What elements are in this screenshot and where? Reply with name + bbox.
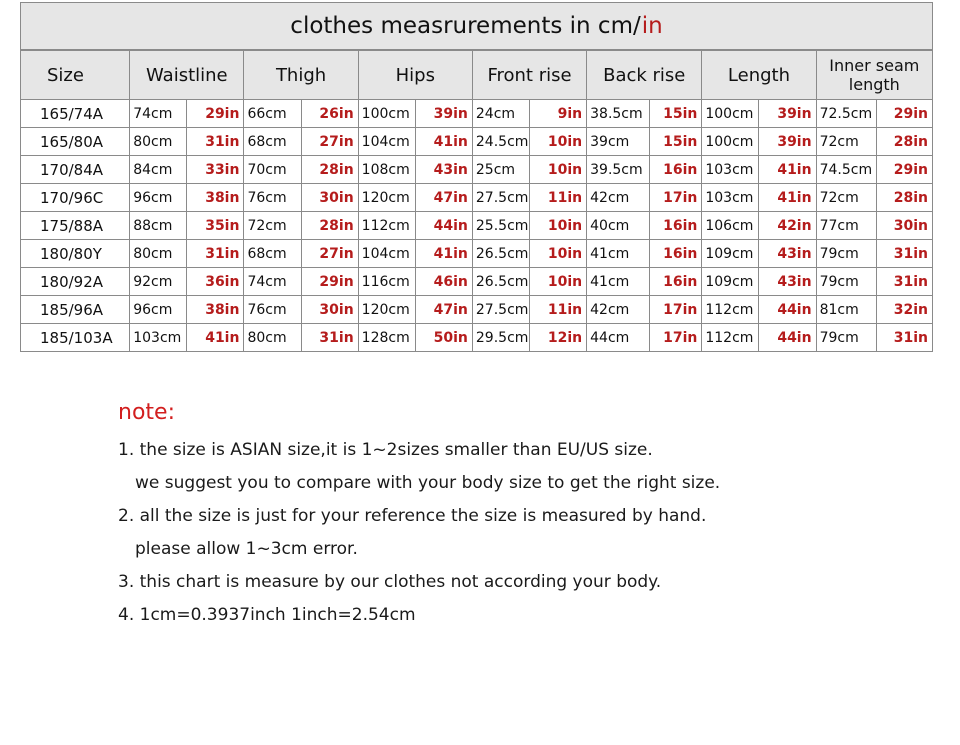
waistline-in-cell: 35in [187, 212, 244, 240]
thigh-in-cell: 28in [301, 212, 358, 240]
size-cell: 180/80Y [21, 240, 130, 268]
back-rise-in-cell: 17in [650, 296, 702, 324]
hips-cm-cell: 120cm [358, 296, 415, 324]
inner-seam-cm-cell: 79cm [816, 268, 876, 296]
back-rise-in-cell: 16in [650, 156, 702, 184]
hips-in-cell: 39in [415, 100, 472, 128]
hips-cm-cell: 120cm [358, 184, 415, 212]
inner-seam-in-cell: 32in [876, 296, 932, 324]
size-cell: 175/88A [21, 212, 130, 240]
front-rise-cm-cell: 27.5cm [472, 296, 529, 324]
back-rise-in-cell: 17in [650, 324, 702, 352]
back-rise-in-cell: 15in [650, 100, 702, 128]
front-rise-in-cell: 10in [530, 212, 587, 240]
column-header-back-rise: Back rise [587, 51, 702, 100]
inner-seam-cm-cell: 72cm [816, 128, 876, 156]
back-rise-in-cell: 17in [650, 184, 702, 212]
waistline-cm-cell: 96cm [130, 296, 187, 324]
size-cell: 170/84A [21, 156, 130, 184]
front-rise-cm-cell: 26.5cm [472, 268, 529, 296]
length-cm-cell: 109cm [702, 240, 759, 268]
length-in-cell: 44in [759, 296, 816, 324]
waistline-in-cell: 38in [187, 296, 244, 324]
note-line: 1. the size is ASIAN size,it is 1~2sizes smaller than EU/US size. [118, 440, 653, 460]
front-rise-cm-cell: 25cm [472, 156, 529, 184]
front-rise-in-cell: 9in [530, 100, 587, 128]
length-cm-cell: 112cm [702, 324, 759, 352]
waistline-in-cell: 36in [187, 268, 244, 296]
inner-seam-cm-cell: 79cm [816, 240, 876, 268]
hips-in-cell: 43in [415, 156, 472, 184]
table-row [21, 268, 933, 296]
front-rise-cm-cell: 24.5cm [472, 128, 529, 156]
inner-seam-in-cell: 29in [876, 156, 932, 184]
length-cm-cell: 112cm [702, 296, 759, 324]
column-header-size: Size [21, 51, 130, 100]
hips-in-cell: 47in [415, 296, 472, 324]
back-rise-in-cell: 15in [650, 128, 702, 156]
thigh-cm-cell: 76cm [244, 184, 301, 212]
front-rise-in-cell: 10in [530, 156, 587, 184]
size-chart [20, 2, 933, 352]
front-rise-in-cell: 12in [530, 324, 587, 352]
hips-in-cell: 41in [415, 128, 472, 156]
column-header-waistline: Waistline [130, 51, 244, 100]
waistline-cm-cell: 84cm [130, 156, 187, 184]
thigh-in-cell: 31in [301, 324, 358, 352]
hips-in-cell: 46in [415, 268, 472, 296]
inner-seam-cm-cell: 77cm [816, 212, 876, 240]
column-header-front-rise: Front rise [472, 51, 586, 100]
waistline-cm-cell: 74cm [130, 100, 187, 128]
front-rise-cm-cell: 26.5cm [472, 240, 529, 268]
thigh-cm-cell: 74cm [244, 268, 301, 296]
back-rise-cm-cell: 41cm [587, 240, 650, 268]
length-cm-cell: 100cm [702, 100, 759, 128]
table-row [21, 296, 933, 324]
thigh-cm-cell: 66cm [244, 100, 301, 128]
front-rise-cm-cell: 27.5cm [472, 184, 529, 212]
table-row [21, 184, 933, 212]
table-row [21, 240, 933, 268]
hips-in-cell: 44in [415, 212, 472, 240]
thigh-in-cell: 27in [301, 240, 358, 268]
inner-seam-cm-cell: 74.5cm [816, 156, 876, 184]
size-cell: 180/92A [21, 268, 130, 296]
length-in-cell: 39in [759, 100, 816, 128]
notes-title: note: [118, 400, 175, 425]
thigh-in-cell: 30in [301, 184, 358, 212]
thigh-in-cell: 28in [301, 156, 358, 184]
length-in-cell: 42in [759, 212, 816, 240]
inner-seam-in-cell: 31in [876, 324, 932, 352]
inner-seam-in-cell: 28in [876, 184, 932, 212]
back-rise-cm-cell: 42cm [587, 184, 650, 212]
column-header-inner-seam-length: Inner seam length [816, 51, 932, 100]
table-row [21, 100, 933, 128]
thigh-cm-cell: 68cm [244, 128, 301, 156]
back-rise-in-cell: 16in [650, 212, 702, 240]
column-header-length: Length [702, 51, 816, 100]
hips-cm-cell: 104cm [358, 240, 415, 268]
length-cm-cell: 103cm [702, 184, 759, 212]
table-row [21, 324, 933, 352]
inner-seam-in-cell: 31in [876, 268, 932, 296]
length-cm-cell: 106cm [702, 212, 759, 240]
hips-cm-cell: 116cm [358, 268, 415, 296]
length-in-cell: 41in [759, 184, 816, 212]
waistline-in-cell: 29in [187, 100, 244, 128]
front-rise-in-cell: 10in [530, 128, 587, 156]
waistline-in-cell: 38in [187, 184, 244, 212]
hips-cm-cell: 100cm [358, 100, 415, 128]
waistline-cm-cell: 96cm [130, 184, 187, 212]
length-cm-cell: 100cm [702, 128, 759, 156]
back-rise-cm-cell: 40cm [587, 212, 650, 240]
thigh-in-cell: 29in [301, 268, 358, 296]
back-rise-cm-cell: 39.5cm [587, 156, 650, 184]
table-row [21, 156, 933, 184]
front-rise-in-cell: 11in [530, 184, 587, 212]
thigh-cm-cell: 70cm [244, 156, 301, 184]
note-line: 2. all the size is just for your reference the size is measured by hand. [118, 506, 707, 526]
size-cell: 170/96C [21, 184, 130, 212]
back-rise-in-cell: 16in [650, 268, 702, 296]
length-in-cell: 39in [759, 128, 816, 156]
length-in-cell: 43in [759, 240, 816, 268]
table-row [21, 212, 933, 240]
front-rise-in-cell: 10in [530, 240, 587, 268]
waistline-cm-cell: 88cm [130, 212, 187, 240]
inner-seam-cm-cell: 72.5cm [816, 100, 876, 128]
header-row [21, 51, 933, 100]
front-rise-in-cell: 11in [530, 296, 587, 324]
waistline-cm-cell: 80cm [130, 240, 187, 268]
size-cell: 165/80A [21, 128, 130, 156]
thigh-in-cell: 26in [301, 100, 358, 128]
note-line: we suggest you to compare with your body size to get the right size. [135, 473, 721, 493]
hips-in-cell: 47in [415, 184, 472, 212]
inner-seam-cm-cell: 81cm [816, 296, 876, 324]
length-cm-cell: 109cm [702, 268, 759, 296]
note-line: 4. 1cm=0.3937inch 1inch=2.54cm [118, 605, 416, 625]
thigh-cm-cell: 72cm [244, 212, 301, 240]
inner-seam-in-cell: 30in [876, 212, 932, 240]
note-line: please allow 1~3cm error. [135, 539, 358, 559]
table-row [21, 128, 933, 156]
front-rise-cm-cell: 24cm [472, 100, 529, 128]
hips-cm-cell: 128cm [358, 324, 415, 352]
measurement-table [20, 50, 933, 352]
inner-seam-cm-cell: 72cm [816, 184, 876, 212]
hips-cm-cell: 112cm [358, 212, 415, 240]
chart-title-accent: in [641, 13, 663, 39]
thigh-cm-cell: 76cm [244, 296, 301, 324]
length-in-cell: 44in [759, 324, 816, 352]
hips-in-cell: 41in [415, 240, 472, 268]
waistline-in-cell: 31in [187, 128, 244, 156]
waistline-in-cell: 31in [187, 240, 244, 268]
note-line: 3. this chart is measure by our clothes not according your body. [118, 572, 662, 592]
length-cm-cell: 103cm [702, 156, 759, 184]
hips-cm-cell: 104cm [358, 128, 415, 156]
thigh-in-cell: 30in [301, 296, 358, 324]
front-rise-cm-cell: 29.5cm [472, 324, 529, 352]
back-rise-cm-cell: 38.5cm [587, 100, 650, 128]
hips-in-cell: 50in [415, 324, 472, 352]
hips-cm-cell: 108cm [358, 156, 415, 184]
front-rise-cm-cell: 25.5cm [472, 212, 529, 240]
size-cell: 165/74A [21, 100, 130, 128]
back-rise-cm-cell: 42cm [587, 296, 650, 324]
thigh-cm-cell: 80cm [244, 324, 301, 352]
back-rise-in-cell: 16in [650, 240, 702, 268]
waistline-cm-cell: 103cm [130, 324, 187, 352]
thigh-cm-cell: 68cm [244, 240, 301, 268]
size-cell: 185/103A [21, 324, 130, 352]
front-rise-in-cell: 10in [530, 268, 587, 296]
length-in-cell: 41in [759, 156, 816, 184]
chart-title [20, 2, 933, 50]
column-header-thigh: Thigh [244, 51, 358, 100]
size-cell: 185/96A [21, 296, 130, 324]
back-rise-cm-cell: 39cm [587, 128, 650, 156]
waistline-in-cell: 33in [187, 156, 244, 184]
chart-title-main: clothes measrurements in cm/ [290, 13, 641, 39]
waistline-cm-cell: 92cm [130, 268, 187, 296]
inner-seam-in-cell: 29in [876, 100, 932, 128]
inner-seam-in-cell: 28in [876, 128, 932, 156]
inner-seam-in-cell: 31in [876, 240, 932, 268]
notes-section [118, 400, 720, 637]
back-rise-cm-cell: 44cm [587, 324, 650, 352]
column-header-hips: Hips [358, 51, 472, 100]
back-rise-cm-cell: 41cm [587, 268, 650, 296]
waistline-cm-cell: 80cm [130, 128, 187, 156]
inner-seam-cm-cell: 79cm [816, 324, 876, 352]
waistline-in-cell: 41in [187, 324, 244, 352]
length-in-cell: 43in [759, 268, 816, 296]
thigh-in-cell: 27in [301, 128, 358, 156]
